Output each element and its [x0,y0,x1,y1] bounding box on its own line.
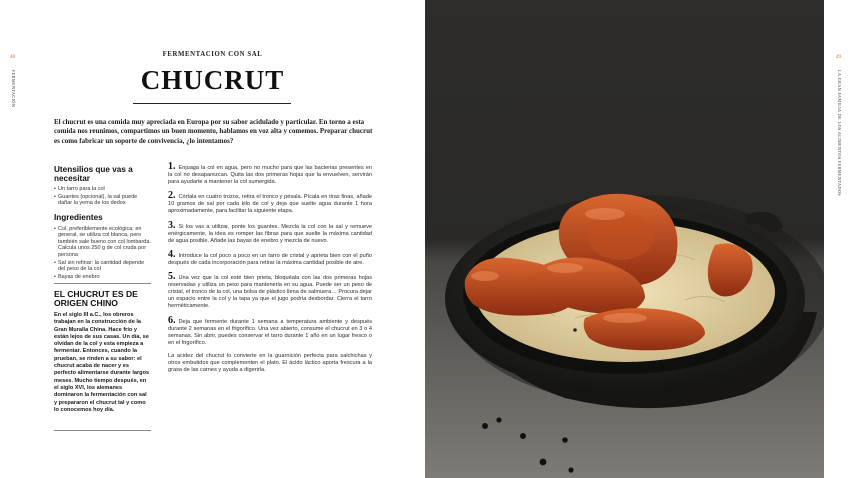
list-item: • Un tarro para la col [54,186,151,193]
running-head-right: LA GRAN FAMILIA DE LOS ALIMENTOS FERMENTADOS [837,70,842,196]
step-item [168,163,372,186]
step-number: 1. [168,161,176,172]
running-head-left: FERMENTACIÓN [11,70,16,108]
closing-paragraph: La acidez del chucrut lo convierte en la guarnición perfecta para salchichas y otros embutidos que complementen el plato. El ácido láctico aporta frescura a la grasa de las carnes y ayuda a digerirla. [168,352,372,374]
step-text: Córtala en cuatro trozos, retira el tronco y pésala. Pícala en tiras finas, añade 10 gramos de sal por cada kilo de col y deja que suelte agua durante 1 hora aproximadamente, para facilitar la siguiente etapa. [168,194,372,215]
page-number-right: 49 [836,55,841,60]
intro-paragraph: El chucrut es una comida muy apreciada en Europa por su sabor acidulado y particular. En torno a esta comida nos reunimos, compartimos un buen momento, hablamos en voz alta y comemos. Preparar chucrut es como fabricar un soporte de convivencia, ¿lo intentamos? [54,118,373,145]
page-title: CHUCRUT [140,65,285,95]
step-number: 2. [168,190,176,202]
step-text: Introduce la col poco a poco en un tarro de cristal y aprieta bien con el puño después de cada incorporación para retirar la máxima cantidad posible de aire. [168,252,372,266]
step-item [168,314,372,347]
ingredients-heading: Ingredientes [54,213,103,222]
utensils-heading: Utensilios que vas a necesitar [54,165,133,183]
box-body: En el siglo III a.C., los obreros trabajan en la construcción de la Gran Muralla China. Hace frío y están lejos de sus casas. Un día, se olvidan de la col y esta empieza a fermentar. Entonces, cuando la prueban, se rinden a su sabor: el chucrut acaba de nacer y es perfecto alimentarse durante largos meses. Mucho tiempo después, en el siglo XVI, los alemanes dominaron la fermentación con sal y prepararon el chucrut tal y como lo conocemos hoy día. [54,312,150,413]
list-item: • Sal sin refinar: la cantidad depende del peso de la col [54,260,151,273]
step-item [168,192,372,215]
step-number: 6. [168,314,176,326]
ingredients-section [54,214,151,281]
list-item: • Col, preferiblemente ecológica; en general, se utiliza col blanca, pero también sale bueno con col lombarda. Calcula unos 250 g de col cruda por persona [54,226,151,259]
section-kicker: FERMENTACION CON SAL [162,51,263,58]
food-photo-illustration [425,0,824,478]
utensils-list [54,186,151,207]
title-underline [133,103,291,104]
step-number: 4. [168,248,176,260]
list-item: • Guantes (opcional), la sal puede dañar la yema de los dedos [54,194,151,207]
sauerkraut-photo [425,0,824,478]
box-top-rule [54,283,151,284]
list-item: • Bayas de enebro [54,274,151,281]
page-number-left: 48 [10,55,15,60]
utensils-section [54,166,151,208]
step-text: Una vez que la col esté bien prieta, bloquéala con las dos primeras hojas reservadas y utiliza un peso para mantenerla en su agua. Puede ser un peso de cristal, el tronco de la col, una bolsa de plástico llena de salmuera… Procura dejar un espacio entre la col y la tapa ya que el jugo podría desbordar. Cierra el tarro herméticamente. [168,275,372,310]
ingredients-list [54,226,151,281]
step-item [168,219,372,245]
step-number: 5. [168,271,176,283]
step-text: Deja que fermente durante 1 semana a temperatura ambiente y después durante 2 semanas en el frigorífico. Una vez abierto, consume el chucrut en 3 o 4 semanas. Sin abrir, puedes conservar el tarro durante 1 año en un lugar fresco o en el frigorífico. [168,318,372,346]
step-item [168,248,372,267]
box-bottom-rule [54,430,151,431]
right-page [425,0,850,478]
box-heading: EL CHUCRUT ES DE ORIGEN CHINO [54,289,138,308]
step-number: 3. [168,219,176,231]
step-text: Enjuaga la col en agua, pero no mucho para que las bacterias presentes en la col no desaparezcan. Quita las dos primeras hojas que la envuelven, servirán para ayudarte a mantener la col sumergida. [168,165,372,186]
step-item [168,273,372,310]
steps-list [168,163,372,380]
step-text: Si los vas a utilizar, ponte los guantes. Mezcla la col con la sal y remueve enérgicamente, la idea es romper las fibras para que suelte la máxima cantidad de agua posible. Añade las bayas de enebro y mezcla de nuevo. [168,223,372,244]
